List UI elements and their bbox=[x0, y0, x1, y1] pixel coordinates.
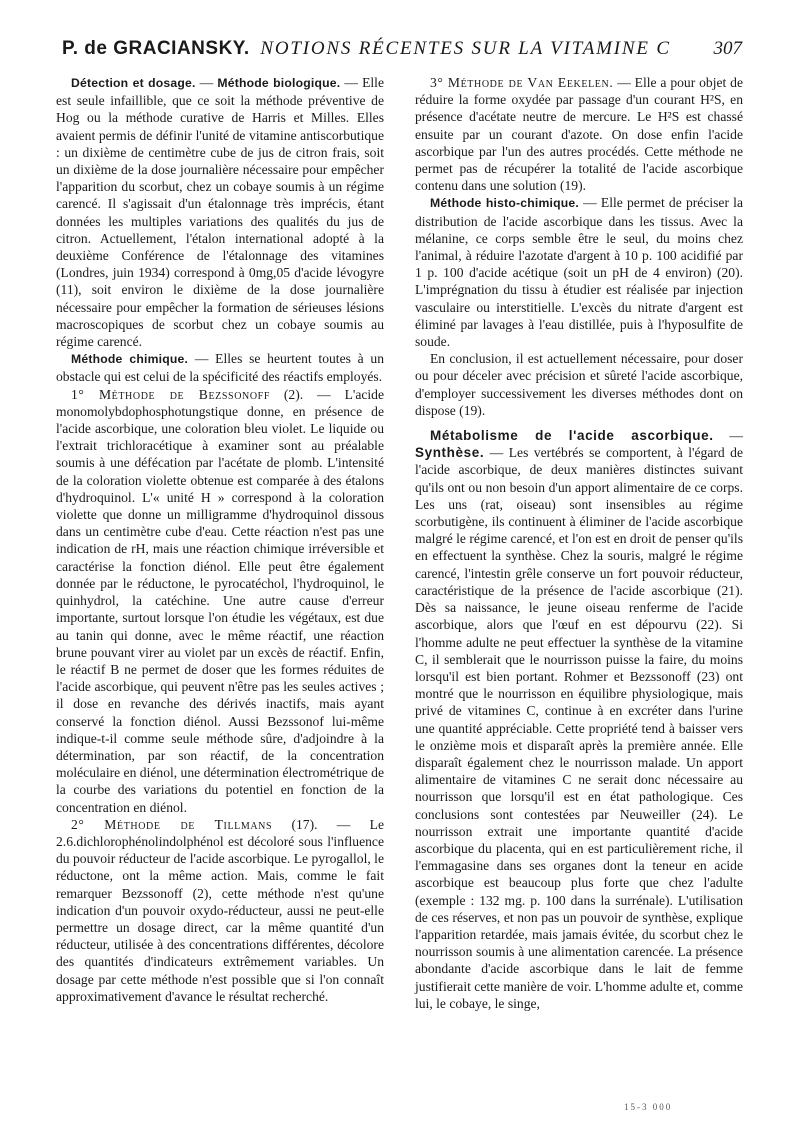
printer-mark: 15-3 000 bbox=[624, 1102, 673, 1112]
paragraph-text: — Elle est seule infaillible, que ce soit la méthode préventive de Hog ou la méthode curative de Harris et Milles. Elles avaient permis de définir l'unité de vitamine antiscorbutique : un dixième de centimètre cube de jus de citron frais, soit un dixième de la dose journalière nécessaire pour empêcher l'apparition du scorbut, chez un cobaye soumis à un régime carencé. Il s'agissait d'un étalonnage très imprécis, étant données les multiples variations des qualités du jus de citron. Actuellement, l'étalon international adopté à la deuxième Conférence de l'étalonnage des vitamines (Londres, juin 1934) correspond à 0mg,05 d'acide lévogyre (11), soit environ le dixième de la dose journalière nécessaire pour empêcher la formation de sérieuses lésions macroscopiques de scorbut chez un cobaye soumis au régime carencé. bbox=[56, 75, 384, 350]
method-label-tillmans: 2° Méthode de Tillmans bbox=[71, 816, 273, 832]
running-head bbox=[62, 38, 742, 60]
paragraph-text: (2). — L'acide monomolybdophosphotungstique donne, en présence de l'acide ascorbique, une coloration bleu violet. Le liquide ou l'extrait trichloracétique à examiner sont au préalable soumis à une défécation par l'acétate de plomb. L'intensité de la coloration violette obtenue est comparée à des étalons d'hydroquinol. L'« unité H » correspond à la coloration violette que donne un milligramme d'hydroquinol dissous dans un centimètre cube d'eau. Cette réaction n'est pas une indication de rH, mais une réaction chimique irréversible et caractérise la fonction diénol. Elle peut être également donnée par le réductone, le pyrocatéchol, l'hydroquinol, le quinhydrol, la catéchine. Une autre cause d'erreur importante, surtout lorsque l'on étudie les végétaux, est due au tanin qui donne, avec le même réactif, une réaction brune pouvant virer au violet par un excès de réactif. Enfin, le réactif B ne permet de doser que les formes réduites de l'acide ascorbique, qui peuvent n'être pas les seules actives ; il dose en revanche des dérivés inactifs, mais ayant conservé la fonction diénol. Aussi Bezssonof lui-même indique-t-il comme seule méthode sûre, d'adjoindre à la détermination, par son réactif, de la concentration moléculaire en diénol, une détermination électrométrique de la courbe des variations du potentiel en fonction de la concentration en diénol. bbox=[56, 386, 385, 815]
header-title: NOTIONS RÉCENTES SUR LA VITAMINE C bbox=[260, 38, 671, 59]
paragraph-text: — Elle a pour objet de réduire la forme oxydée par passage d'un courant H²S, en présence d'acétate neutre de mercure. Le H²S est chassé ensuite par un courant d'azote. On dose enfin l'acide ascorbique par l'un des autres procédés. Cette méthode ne permet pas de récupérer la totalité de l'acide ascorbique contenu dans une solution (19). bbox=[415, 75, 743, 194]
paragraph-text: — Les vertébrés se comportent, à l'égard de l'acide ascorbique, de deux manières distinctes suivant qu'ils ont ou non besoin d'un apport alimentaire de ce corps. Les uns (rat, oiseau) sont insensibles au régime scorbutigène, ils continuent à éliminer de l'acide ascorbique malgré le régime carencé, et l'on est en droit de penser qu'ils en effectuent la synthèse. Chez la souris, malgré le régime carencé, l'intestin grêle conserve un fort pouvoir réducteur, caractéristique de la présence de l'acide ascorbique (21). Dès sa naissance, le jeune oiseau renferme de l'acide ascorbique, alors que l'œuf en est dépourvu (22). Si l'homme adulte ne peut effectuer la synthèse de la vitamine C, il semblerait que le nourrisson puisse la faire, du moins lorsqu'il est bien portant. Rohmer et Bezssonoff (23) ont montré que le nourrisson en équilibre physiologique, mais privé de vitamines C, continue à en excréter dans l'urine une quantité appréciable. Cette propriété tend à baisser vers le onzième mois et disparaît après la première année. Elle disparaît également chez le nourrisson malade. Un apport alimentaire de vitamines C ne serait donc nécessaire au nourrisson que lorsqu'il est en état pathologique. Ces conclusions sont contestées par Neuweiller (24). Le nourrisson extrait une importante quantité d'acide ascorbique du placenta, qui en est particulièrement riche, il l'emmagasine dans ses organes dont la teneur en acide ascorbique est beaucoup plus forte que chez l'adulte (exemple : 132 mg. p. 100 dans la surrénale). L'utilisation de ces réserves, et non pas un pouvoir de synthèse, explique l'apparition retardée, mais jamais évitée, du scorbut chez le nourrisson soumis à une alimentation carencée. La présence abondante d'acide ascorbique dans le lait de femme justifierait cette manière de voir. L'homme adulte et, comme lui, le cobaye, le singe, bbox=[415, 445, 743, 1011]
left-column bbox=[56, 74, 384, 1005]
heading-synthese: Synthèse. bbox=[415, 445, 485, 461]
paragraph-text: — Elle permet de préciser la distribution de l'acide ascorbique dans les tissus. Avec la mélanine, ce corps semble être le seul, du moins chez l'animal, à réduire l'azotate d'argent à 10 p. 100 acidifié par 1 p. 100 d'acide acétique (soit un pH de 4 environ) (20). L'imprégnation du tissu à étudier est réalisée par injection vasculaire ou interstitielle. L'excès du nitrate d'argent est éliminé par lavages à l'eau distillée, puis à l'hyposulfite de soude. bbox=[415, 195, 743, 350]
paragraph-methode-chimique bbox=[56, 350, 384, 385]
heading-dash: — bbox=[713, 428, 743, 444]
heading-dash: — bbox=[195, 75, 218, 90]
paragraph-bezssonoff bbox=[56, 386, 384, 816]
paragraph-text: En conclusion, il est actuellement nécessaire, pour doser ou pour déceler avec précision et sûreté l'acide ascorbique, d'employer successivement les diverses méthodes dont on dispose (19). bbox=[415, 351, 743, 418]
heading-histo-chimique: Méthode histo-chimique. bbox=[430, 196, 579, 211]
right-column bbox=[415, 74, 743, 1012]
method-label-bezssonoff: 1° Méthode de Bezssonoff bbox=[71, 386, 270, 402]
paragraph-conclusion bbox=[415, 350, 743, 419]
paragraph-metabolisme bbox=[415, 427, 743, 1012]
paragraph-detection bbox=[56, 74, 384, 350]
paragraph-text: (17). — Le 2.6.dichlorophénolindolphénol est décoloré sous l'influence du pouvoir réducteur de l'acide ascorbique. Le pyrogallol, le réductone, ont la même action. Mais, comme le fait remarquer Bezssonoff (2), cette méthode n'est qu'une indication d'un pouvoir oxydo-réducteur, aussi ne peut-elle permettre un dosage direct, car la même quantité d'un réducteur, utilisée à des concentrations différentes, décolore des quantités d'indicateurs extrêmement variables. Un dosage par cette méthode n'est possible que si l'on connaît approximativement d'avance le résultat recherché. bbox=[56, 816, 384, 1004]
heading-methode-biologique: Méthode biologique. bbox=[217, 76, 341, 90]
header-author: P. de GRACIANSKY. bbox=[62, 38, 250, 59]
paragraph-histo-chimique bbox=[415, 194, 743, 350]
paragraph-van-eekelen bbox=[415, 74, 743, 194]
method-label-van-eekelen: 3° Méthode de Van Eekelen. bbox=[430, 75, 614, 90]
page-number: 307 bbox=[713, 38, 742, 59]
heading-metabolisme: Métabolisme de l'acide ascorbique. bbox=[430, 428, 714, 444]
heading-methode-chimique: Méthode chimique. bbox=[71, 352, 189, 367]
paragraph-text: — Elles se heurtent toutes à un obstacle qui est celui de la spécificité des réactifs employés. bbox=[56, 351, 384, 385]
paragraph-tillmans bbox=[56, 816, 384, 1005]
heading-detection: Détection et dosage. bbox=[71, 76, 196, 90]
